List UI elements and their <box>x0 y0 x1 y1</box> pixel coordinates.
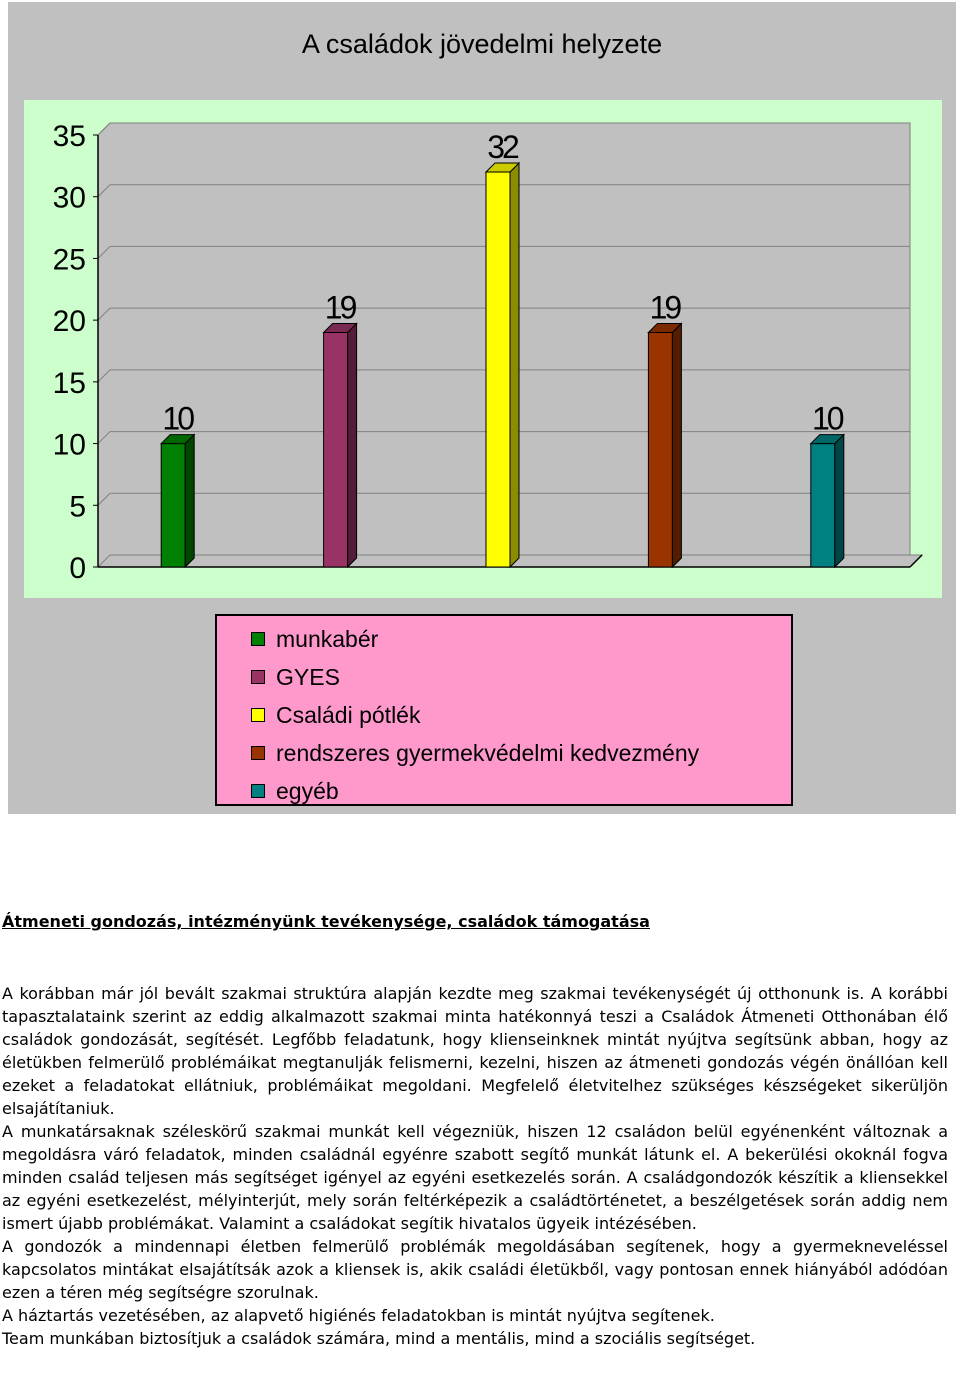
y-tick-label: 5 <box>69 490 86 524</box>
bar-side <box>185 435 194 567</box>
y-tick-label: 15 <box>52 366 86 400</box>
bar-side <box>672 323 681 567</box>
legend-item <box>251 738 699 768</box>
paragraph: A háztartás vezetésében, az alapvető higiénés feladatokban is mintát nyújtva segítenek. <box>2 1306 715 1325</box>
paragraph: A munkatársaknak széleskörű szakmai munkát kell végezniük, hiszen 12 családon belül egyénenként változnak a megoldásra váró feladatok, minden családnál egyénre szabott segítő munkát látunk el. A bekerülési okoknál fogva minden család teljesen más segítséget igényel az egyéni esetkezelés során. A családgondozók készítik a kliensekkel az egyéni esetkezelést, mélyinterjút, mely során feltérképezik a családtörténetet, a beszélgetések során addig nem ismert újabb problémákat. Valamint a családokat segítik hivatalos ügyeik intézésében. <box>2 1122 948 1233</box>
bar-chart <box>8 2 956 814</box>
y-tick-label: 10 <box>52 428 86 462</box>
y-tick-label: 25 <box>52 243 86 277</box>
data-label: 32 <box>487 129 517 166</box>
legend-swatch <box>251 670 265 684</box>
bar <box>324 323 357 567</box>
bar-side <box>510 163 519 567</box>
legend-label: egyéb <box>276 777 339 804</box>
chart-legend <box>215 614 793 806</box>
bar-front <box>811 444 835 567</box>
data-label: 19 <box>324 289 355 326</box>
legend-item <box>251 776 339 806</box>
legend-swatch <box>251 632 265 646</box>
bar <box>161 435 194 567</box>
legend-item <box>251 624 378 654</box>
data-label: 19 <box>649 289 680 326</box>
chart-title: A családok jövedelmi helyzete <box>301 29 663 59</box>
paragraph: A korábban már jól bevált szakmai struktúra alapján kezdte meg szakmai tevékenységét új otthonunk is. A korábbi tapasztalataink szerint az eddig alkalmazott szakmai minta hatékonnyá teszi a Családok Átmeneti Otthonában élő családok gondozását, segítését. Legfőbb feladatunk, hogy klienseinknek mintát nyújtva segítsünk abban, hogy az életükben felmerülő problémáikat megtanulják felismerni, kezelni, hiszen az átmeneti gondozás végén önállóan kell ezeket a feladatokat ellátniuk, problémáikat megoldani. Megfelelő életvitelhez szükséges készségeket sikerüljön elsajátítaniuk. <box>2 984 948 1118</box>
y-tick-label: 20 <box>52 305 86 339</box>
legend-label: munkabér <box>276 625 379 652</box>
bar-front <box>161 444 185 567</box>
data-label: 10 <box>162 400 192 437</box>
legend-label: rendszeres gyermekvédelmi kedvezmény <box>276 739 700 766</box>
legend-item <box>251 662 340 692</box>
paragraph: A gondozók a mindennapi életben felmerülő problémák megoldásában segítenek, hogy a gyermekneveléssel kapcsolatos mintákat elsajátítsák azok a kliensek is, akik családi életükből, vagy pontosan ennek hiányából adódóan ezen a téren még segítségre szorulnak. <box>2 1237 948 1302</box>
bar-side <box>835 435 844 567</box>
legend-item <box>251 700 420 730</box>
bar <box>648 323 681 567</box>
y-tick-label: 35 <box>52 120 86 153</box>
bar-front <box>486 172 510 567</box>
bar-side <box>348 323 357 567</box>
legend-swatch <box>251 784 265 798</box>
data-label: 10 <box>812 400 842 437</box>
legend-swatch <box>251 746 265 760</box>
bar-front <box>648 332 672 567</box>
legend-label: Családi pótlék <box>276 701 421 728</box>
y-tick-label: 30 <box>52 181 86 215</box>
section-heading: Átmeneti gondozás, intézményünk tevékenysége, családok támogatása <box>2 912 650 931</box>
paragraph: Team munkában biztosítjuk a családok számára, mind a mentális, mind a szociális segítséget. <box>2 1329 756 1348</box>
bar-front <box>324 332 348 567</box>
y-tick-label: 0 <box>69 552 86 585</box>
legend-label: GYES <box>276 663 340 690</box>
body-text <box>2 982 948 1350</box>
legend-swatch <box>251 708 265 722</box>
bar <box>486 163 519 567</box>
bar <box>811 435 844 567</box>
